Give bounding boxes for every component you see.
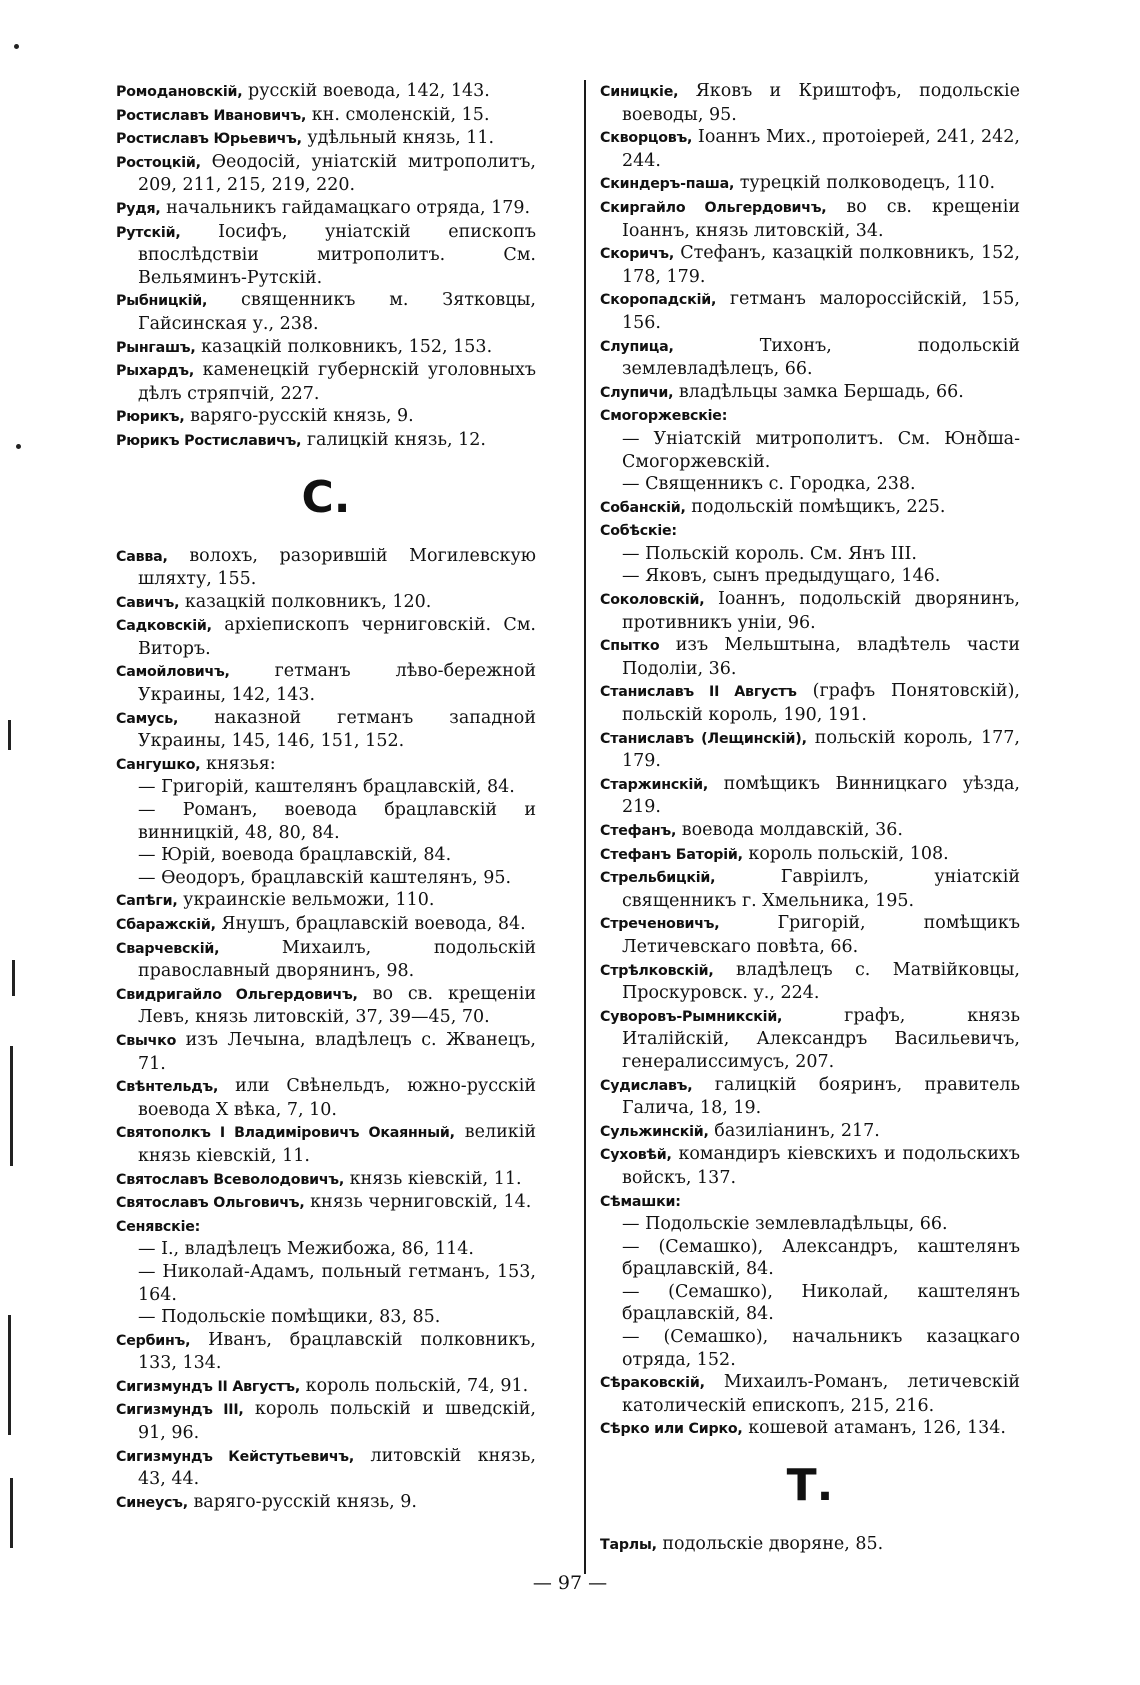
index-entry xyxy=(600,288,1020,334)
entry-heading: Скворцовъ, xyxy=(600,130,693,147)
entry-heading: Скоропадскій, xyxy=(600,292,717,309)
index-entry xyxy=(600,773,1020,819)
section-letter: С. xyxy=(301,471,351,523)
entry-heading: Ромодановскій, xyxy=(116,84,243,100)
entry-text: подольскіе дворяне, 85. xyxy=(656,1534,884,1555)
entry-text: воевода молдавскій, 36. xyxy=(676,820,903,840)
index-entry xyxy=(116,707,536,753)
index-entry xyxy=(600,242,1020,288)
index-subentry: — Подольскіе землевладѣльцы, 66. xyxy=(622,1214,948,1235)
margin-mark xyxy=(8,720,11,750)
page-number: — 97 — xyxy=(532,1572,608,1594)
section-letter: Т. xyxy=(786,1460,834,1512)
index-entry xyxy=(116,545,536,591)
entry-heading: Сигизмундъ III, xyxy=(116,1402,244,1419)
entry-text: Яковъ и Криштофъ, подольскіе воеводы, 95. xyxy=(622,81,1020,125)
entry-text: начальникъ гайдамацкаго отряда, 179. xyxy=(160,197,531,218)
entry-text: кн. смоленскій, 15. xyxy=(306,104,490,125)
index-subentry: — Священникъ с. Городка, 238. xyxy=(622,474,916,495)
entry-text: король польскій, 108. xyxy=(742,843,949,864)
entry-heading: Рыбницкій, xyxy=(116,293,208,310)
entry-heading: Стрѣлковскій, xyxy=(600,962,714,979)
entry-text: волохъ, разорившій Могилевскую шляхту, 155. xyxy=(138,545,536,590)
index-subentry: — Польскій король. См. Янъ III. xyxy=(622,543,917,564)
entry-text: князь черниговскій, 14. xyxy=(304,1192,532,1213)
index-entry xyxy=(600,80,1020,126)
entry-heading: Сѣмашки: xyxy=(600,1193,681,1210)
index-entry xyxy=(116,80,536,104)
entry-heading: Тарлы, xyxy=(600,1537,657,1554)
entry-heading: Слупичи, xyxy=(600,384,674,401)
entry-text: священникъ м. Зятковцы, Гайсинская у., 238. xyxy=(138,290,536,334)
left-column xyxy=(116,80,536,1514)
index-subentry: — Ѳеодоръ, брацлавскій каштелянъ, 95. xyxy=(138,867,512,888)
entry-heading: Садковскій, xyxy=(116,618,212,635)
index-entry xyxy=(600,959,1020,1005)
entry-heading: Сенявскіе: xyxy=(116,1218,201,1235)
index-subentry: — (Семашко), Александръ, каштелянъ брацлавскій, 84. xyxy=(622,1236,1020,1280)
entry-text: архіепископъ черниговскій. См. Виторъ. xyxy=(138,615,536,659)
entry-heading: Свычко xyxy=(116,1032,177,1049)
entry-text: польскій король, 177, 179. xyxy=(622,727,1020,772)
margin-mark xyxy=(10,1046,13,1166)
index-entry xyxy=(600,1005,1020,1074)
index-entry xyxy=(116,197,536,221)
entry-heading: Сбаражскій, xyxy=(116,917,216,933)
index-entry xyxy=(116,429,536,453)
index-entry xyxy=(600,843,1020,867)
entry-text: Михаилъ, подольскій православный дворянинъ, 98. xyxy=(138,937,536,982)
index-entry xyxy=(600,1417,1020,1441)
entry-text: Гавріилъ, уніатскій священникъ г. Хмельника, 195. xyxy=(622,867,1020,911)
index-entry xyxy=(600,727,1020,773)
entry-heading: Станиславъ (Лещинскій), xyxy=(600,730,807,747)
index-entry xyxy=(600,680,1020,726)
index-entry xyxy=(600,126,1020,172)
margin-mark xyxy=(12,960,15,996)
index-subentry: — (Семашко), начальникъ казацкаго отряда, 152. xyxy=(622,1327,1020,1370)
index-entry xyxy=(600,1190,1020,1214)
entry-heading: Савва, xyxy=(116,548,168,565)
index-entry xyxy=(600,335,1020,381)
entry-heading: Стреченовичъ, xyxy=(600,916,720,933)
margin-mark xyxy=(14,44,19,49)
entry-text: помѣщикъ Винницкаго уѣзда, 219. xyxy=(622,773,1020,818)
index-entry xyxy=(116,983,536,1029)
entry-heading: Свѣнтельдъ, xyxy=(116,1079,219,1096)
entry-text: король польскій, 74, 91. xyxy=(300,1375,529,1396)
index-entry xyxy=(116,1329,536,1375)
entry-text: Григорій, помѣщикъ Летичевскаго повѣта, 66. xyxy=(622,913,1020,957)
index-subentry: — Романъ, воевода брацлавскій и винницкій, 48, 80, 84. xyxy=(138,800,536,843)
index-entry xyxy=(116,1375,536,1399)
entry-heading: Стефанъ, xyxy=(600,823,677,839)
entry-text: Іосифъ, уніатскій епископъ впослѣдствіи митрополитъ. См. Вельяминъ-Рутскій. xyxy=(138,221,536,288)
entry-text: казацкій полковникъ, 152, 153. xyxy=(195,336,493,357)
entry-heading: Собѣскіе: xyxy=(600,523,677,540)
entry-heading: Суворовъ-Рымникскій, xyxy=(600,1008,783,1025)
index-entry xyxy=(116,1075,536,1121)
index-entry xyxy=(600,634,1020,680)
entry-text: гетманъ лѣво-бережной Украины, 142, 143. xyxy=(138,661,536,706)
entry-heading: Сангушко, xyxy=(116,756,201,773)
entry-text: Михаилъ-Романъ, летичевскій католическій епископъ, 215, 216. xyxy=(622,1372,1020,1416)
entry-heading: Святославъ Ольговичъ, xyxy=(116,1195,305,1212)
index-entry xyxy=(116,151,536,197)
entry-text: король польскій и шведскій, 91, 96. xyxy=(138,1399,536,1444)
entry-heading: Собанскій, xyxy=(600,499,686,516)
entry-heading: Рудя, xyxy=(116,200,161,217)
entry-text: галицкій бояринъ, правитель Галича, 18, 19. xyxy=(622,1074,1020,1119)
entry-heading: Сѣрко или Сирко, xyxy=(600,1421,743,1438)
index-entry xyxy=(600,588,1020,634)
entry-heading: Суховѣй, xyxy=(600,1147,672,1164)
index-subentry: — I., владѣлецъ Межибожа, 86, 114. xyxy=(138,1239,474,1260)
index-entry xyxy=(116,1215,536,1239)
entry-heading: Свидригайло Ольгердовичъ, xyxy=(116,986,358,1003)
entry-heading: Сербинъ, xyxy=(116,1332,191,1349)
entry-heading: Рюрикъ, xyxy=(116,409,185,426)
index-entry xyxy=(600,1120,1020,1144)
entry-text: Янушъ, брацлавскій воевода, 84. xyxy=(215,914,526,934)
index-entry xyxy=(600,196,1020,242)
index-entry xyxy=(116,1029,536,1075)
entry-text: галицкій князь, 12. xyxy=(301,429,486,450)
index-entry xyxy=(116,289,536,335)
entry-text: Іоаннъ Мих., протоіерей, 241, 242, 244. xyxy=(622,127,1020,171)
entry-text: владѣлецъ с. Матвійковцы, Проскуровск. у., 224. xyxy=(622,959,1020,1004)
entry-heading: Сульжинскій, xyxy=(600,1123,709,1140)
entry-text: каменецкій губернскій уголовныхъ дѣлъ стряпчій, 227. xyxy=(138,360,536,404)
index-subentry: — Григорій, каштелянъ брацлавскій, 84. xyxy=(138,777,515,798)
entry-text: базиліанинъ, 217. xyxy=(708,1120,880,1141)
entry-heading: Синеусъ, xyxy=(116,1494,188,1511)
entry-text: казацкій полковникъ, 120. xyxy=(179,591,432,612)
index-entry xyxy=(600,496,1020,520)
entry-text: изъ Мельштына, владѣтель части Подоліи, 36. xyxy=(622,635,1020,679)
entry-heading: Рутскій, xyxy=(116,224,181,241)
index-entry xyxy=(116,889,536,913)
entry-text: или Свѣнельдъ, южно-русскій воевода X вѣка, 7, 10. xyxy=(138,1076,536,1120)
entry-heading: Синицкіе, xyxy=(600,84,679,100)
entry-heading: Ростоцкій, xyxy=(116,154,201,171)
entry-heading: Самусь, xyxy=(116,710,179,727)
entry-heading: Сигизмундъ Кейстутьевичъ, xyxy=(116,1448,355,1465)
entry-text: украинскіе вельможи, 110. xyxy=(177,890,435,911)
entry-heading: Сѣраковскій, xyxy=(600,1375,705,1392)
entry-text: во св. крещеніи Левъ, князь литовскій, 37, 39—45, 70. xyxy=(138,983,536,1028)
entry-text: князья: xyxy=(200,753,276,774)
entry-heading: Стрельбицкій, xyxy=(600,870,716,887)
entry-heading: Спытко xyxy=(600,638,660,655)
entry-heading: Святополкъ I Владиміровичъ Окаянный, xyxy=(116,1125,455,1142)
index-subentry: — (Семашко), Николай, каштелянъ брацлавскій, 84. xyxy=(622,1281,1020,1325)
entry-heading: Савичъ, xyxy=(116,594,180,611)
index-entry xyxy=(116,405,536,429)
index-entry xyxy=(116,336,536,360)
entry-heading: Скоричъ, xyxy=(600,246,675,263)
index-entry xyxy=(116,660,536,706)
entry-heading: Сварчевскій, xyxy=(116,940,220,957)
index-entry xyxy=(600,381,1020,405)
index-entry xyxy=(116,1168,536,1192)
index-entry xyxy=(600,912,1020,958)
entry-heading: Рынгашъ, xyxy=(116,339,196,356)
index-entry xyxy=(600,1371,1020,1417)
index-subentry: — Яковъ, сынъ предыдущаго, 146. xyxy=(622,566,941,587)
index-entry xyxy=(600,819,1020,843)
entry-text: Тихонъ, подольскій землевладѣлецъ, 66. xyxy=(622,335,1020,380)
index-entry xyxy=(116,1191,536,1215)
entry-text: литовскій князь, 43, 44. xyxy=(138,1445,536,1490)
margin-mark xyxy=(16,444,21,449)
entry-text: наказной гетманъ западной Украины, 145, 146, 151, 152. xyxy=(138,707,536,752)
entry-heading: Судиславъ, xyxy=(600,1077,693,1094)
entry-text: Іоаннъ, подольскій дворянинъ, противникъ уніи, 96. xyxy=(622,589,1020,633)
index-entry xyxy=(116,913,536,937)
index-entry xyxy=(116,591,536,615)
entry-text: подольскій помѣщикъ, 225. xyxy=(685,496,946,517)
entry-text: (графъ Понятовскій), польскій король, 190, 191. xyxy=(622,681,1020,726)
index-entry xyxy=(116,753,536,777)
index-entry xyxy=(116,359,536,405)
entry-text: изъ Лечына, владѣлецъ с. Жванецъ, 71. xyxy=(138,1029,536,1074)
entry-text: во св. крещеніи Іоаннъ, князь литовскій, 34. xyxy=(622,196,1020,241)
entry-text: варяго-русскій князь, 9. xyxy=(187,1491,417,1512)
entry-text: турецкій полководецъ, 110. xyxy=(734,173,996,194)
index-entry xyxy=(116,1121,536,1167)
entry-text: удѣльный князь, 11. xyxy=(301,128,495,149)
entry-text: кошевой атаманъ, 126, 134. xyxy=(742,1418,1006,1439)
entry-heading: Сапѣги, xyxy=(116,893,178,910)
column-divider xyxy=(584,80,586,1574)
right-column xyxy=(600,80,1020,1557)
entry-heading: Скиндеръ-паша, xyxy=(600,176,735,193)
entry-heading: Станиславъ II Августъ xyxy=(600,684,797,701)
entry-heading: Старжинскій, xyxy=(600,776,709,793)
index-entry xyxy=(116,1445,536,1491)
index-entry xyxy=(600,866,1020,912)
entry-heading: Соколовскій, xyxy=(600,592,705,609)
entry-text: гетманъ малороссійскій, 155, 156. xyxy=(622,289,1020,333)
index-entry xyxy=(600,1074,1020,1120)
index-entry xyxy=(116,1491,536,1515)
index-entry xyxy=(116,1398,536,1444)
margin-mark xyxy=(8,1315,11,1435)
index-entry xyxy=(116,614,536,660)
entry-text: Стефанъ, казацкій полковникъ, 152, 178, 179. xyxy=(622,243,1020,287)
index-entry xyxy=(600,1143,1020,1189)
index-entry xyxy=(600,1533,1020,1557)
entry-heading: Сигизмундъ II Августъ, xyxy=(116,1378,301,1395)
index-subentry: — Уніатскій митрополитъ. См. Юнðша-Смогоржевскій. xyxy=(622,428,1020,472)
margin-mark xyxy=(10,1478,13,1548)
entry-heading: Самойловичъ, xyxy=(116,664,230,681)
entry-text: графъ, князь Италійскій, Александръ Васильевичъ, генералиссимусъ, 207. xyxy=(622,1005,1020,1072)
index-entry xyxy=(116,221,536,290)
entry-text: Ѳеодосій, уніатскій митрополитъ, 209, 211, 215, 219, 220. xyxy=(138,151,536,196)
entry-text: великій князь кіевскій, 11. xyxy=(138,1122,536,1166)
index-entry xyxy=(116,104,536,128)
entry-heading: Ростиславъ Юрьевичъ, xyxy=(116,131,302,148)
entry-text: варяго-русскій князь, 9. xyxy=(184,406,414,427)
entry-heading: Смогоржевскіе: xyxy=(600,408,728,425)
entry-heading: Ростиславъ Ивановичъ, xyxy=(116,107,307,124)
index-entry xyxy=(600,172,1020,196)
index-entry xyxy=(116,127,536,151)
entry-heading: Святославъ Всеволодовичъ, xyxy=(116,1171,345,1188)
entry-text: Иванъ, брацлавскій полковникъ, 133, 134. xyxy=(138,1329,536,1374)
entry-heading: Рыхардъ, xyxy=(116,363,195,380)
index-subentry: — Юрій, воевода брацлавскій, 84. xyxy=(138,845,452,866)
entry-text: владѣльцы замка Бершадь, 66. xyxy=(673,381,964,402)
entry-text: русскій воевода, 142, 143. xyxy=(242,81,490,101)
entry-heading: Рюрикъ Ростиславичъ, xyxy=(116,432,302,449)
index-entry xyxy=(600,519,1020,543)
entry-heading: Слупица, xyxy=(600,338,674,355)
index-entry xyxy=(116,937,536,983)
entry-text: князь кіевскій, 11. xyxy=(344,1168,522,1189)
index-subentry: — Николай-Адамъ, польный гетманъ, 153, 164. xyxy=(138,1261,536,1305)
entry-heading: Стефанъ Баторій, xyxy=(600,846,743,863)
index-entry xyxy=(600,404,1020,428)
entry-text: командиръ кіевскихъ и подольскихъ войскъ, 137. xyxy=(622,1144,1020,1188)
index-subentry: — Подольскіе помѣщики, 83, 85. xyxy=(138,1307,441,1328)
entry-heading: Скиргайло Ольгердовичъ, xyxy=(600,199,827,216)
